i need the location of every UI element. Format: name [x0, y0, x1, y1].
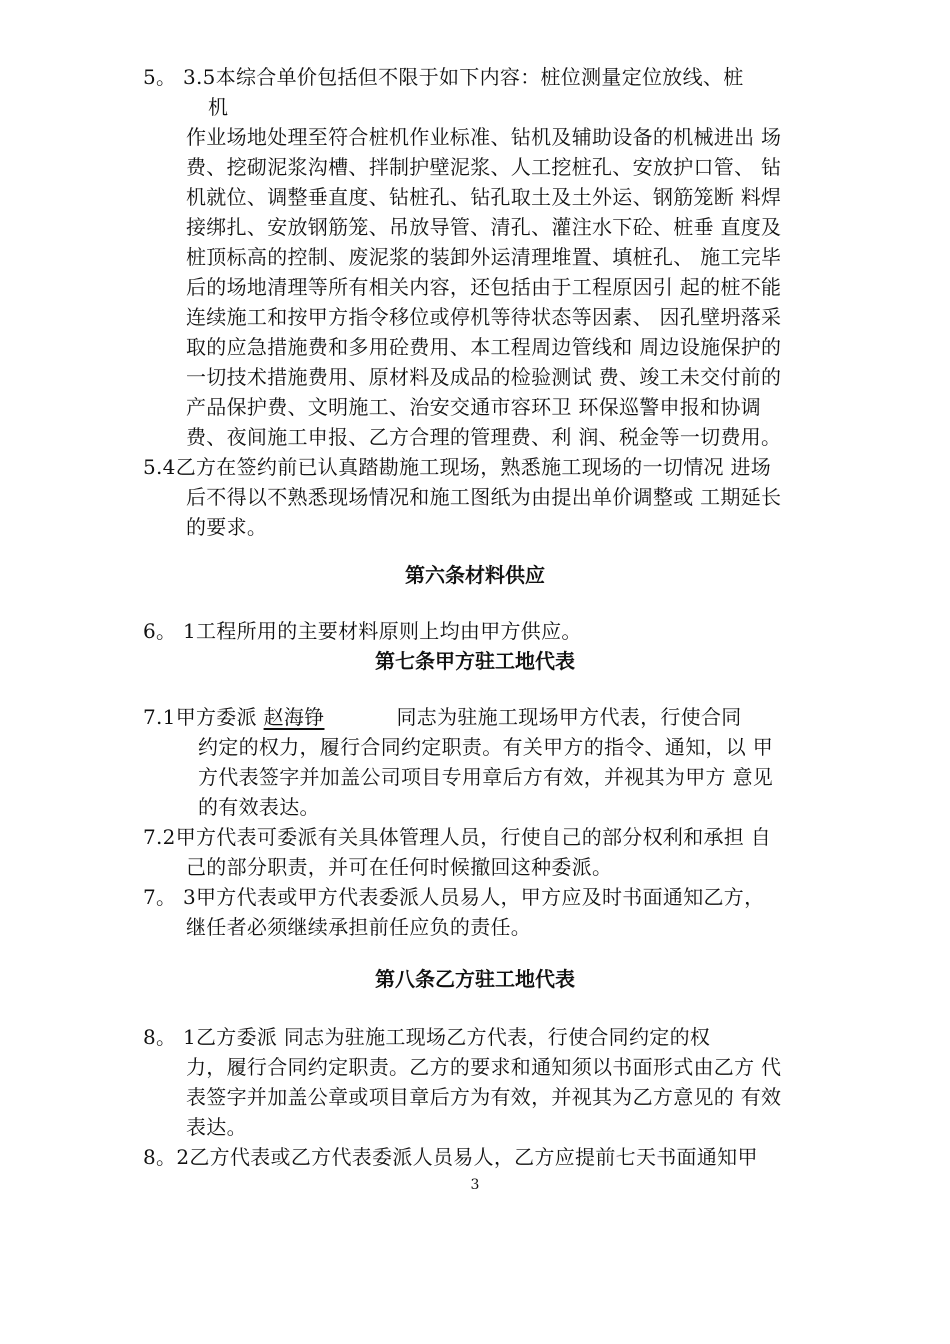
article-8-heading: 第八条乙方驻工地代表: [375, 967, 575, 991]
article-7-heading: 第七条甲方驻工地代表: [375, 649, 575, 673]
clause-7-2-line-2: 己的部分职责，并可在任何时候撤回这种委派。: [186, 855, 613, 879]
clause-7-3-line-1: 7。 3甲方代表或甲方代表委派人员易人，甲方应及时书面通知乙方，: [143, 885, 765, 909]
clause-8-2-line-1: 8。2乙方代表或乙方代表委派人员易人，乙方应提前七天书面通知甲: [143, 1145, 758, 1169]
clause-5-3-5-line-10: 取的应急措施费和多用砼费用、本工程周边管线和 周边设施保护的: [186, 335, 782, 359]
clause-7-3-line-2: 继任者必须继续承担前任应负的责任。: [186, 915, 532, 939]
article-6-heading: 第六条材料供应: [405, 563, 545, 587]
clause-5-3-5-line-7: 桩顶标高的控制、废泥浆的装卸外运清理堆置、填桩孔、 施工完毕: [186, 245, 782, 269]
clause-7-1-line-1: [143, 702, 742, 732]
representative-name: 赵海铮: [263, 705, 325, 729]
clause-5-3-5-line-9: 连续施工和按甲方指令移位或停机等待状态等因素、 因孔壁坍落采: [186, 305, 782, 329]
clause-5-3-5-line-2: 机: [208, 95, 229, 119]
clause-5-4-line-1: 5.4乙方在签约前已认真踏勘施工现场，熟悉施工现场的一切情况 进场: [143, 455, 772, 479]
clause-5-3-5-line-3: 作业场地处理至符合桩机作业标准、钻机及辅助设备的机械进出 场: [186, 125, 782, 149]
clause-8-1-line-2: 力，履行合同约定职责。乙方的要求和通知须以书面形式由乙方 代: [186, 1055, 782, 1079]
clause-5-3-5-line-4: 费、挖砌泥浆沟槽、拌制护壁泥浆、人工挖桩孔、安放护口管、 钻: [186, 155, 782, 179]
clause-7-1-line-4: 的有效表达。: [198, 795, 320, 819]
clause-8-1-line-4: 表达。: [186, 1115, 247, 1139]
clause-5-3-5-line-13: 费、夜间施工申报、乙方合理的管理费、利 润、税金等一切费用。: [186, 425, 782, 449]
clause-8-1-line-3: 表签字并加盖公章或项目章后方为有效，并视其为乙方意见的 有效: [186, 1085, 782, 1109]
clause-5-3-5-line-5: 机就位、调整垂直度、钻桩孔、钻孔取土及土外运、钢筋笼断 料焊: [186, 185, 782, 209]
clause-7-1-line-3: 方代表签字并加盖公司项目专用章后方有效，并视其为甲方 意见: [198, 765, 774, 789]
clause-7-2-line-1: 7.2甲方代表可委派有关具体管理人员，行使自己的部分权利和承担 自: [143, 825, 772, 849]
clause-5-4-line-3: 的要求。: [186, 515, 268, 539]
clause-5-3-5-line-11: 一切技术措施费用、原材料及成品的检验测试 费、竣工未交付前的: [186, 365, 782, 389]
clause-7-1-prefix: 7.1甲方委派: [143, 705, 264, 729]
clause-5-3-5-line-8: 后的场地清理等所有相关内容，还包括由于工程原因引 起的桩不能: [186, 275, 782, 299]
clause-8-1-line-1: 8。 1乙方委派 同志为驻施工现场乙方代表，行使合同约定的权: [143, 1025, 711, 1049]
clause-7-1-suffix: 同志为驻施工现场甲方代表，行使合同: [396, 705, 742, 729]
clause-5-3-5-line-12: 产品保护费、文明施工、治安交通市容环卫 环保巡警申报和协调: [186, 395, 762, 419]
clause-5-3-5-line-1: 5。 3.5本综合单价包括但不限于如下内容：桩位测量定位放线、桩: [143, 65, 744, 89]
clause-6-1: 6。 1工程所用的主要材料原则上均由甲方供应。: [143, 619, 582, 643]
page-number: 3: [470, 1177, 480, 1193]
clause-7-1-line-2: 约定的权力，履行合同约定职责。有关甲方的指令、通知，以 甲: [198, 735, 774, 759]
clause-5-3-5-line-6: 接绑扎、安放钢筋笼、吊放导管、清孔、灌注水下砼、桩垂 直度及: [186, 215, 782, 239]
clause-5-4-line-2: 后不得以不熟悉现场情况和施工图纸为由提出单价调整或 工期延长: [186, 485, 782, 509]
